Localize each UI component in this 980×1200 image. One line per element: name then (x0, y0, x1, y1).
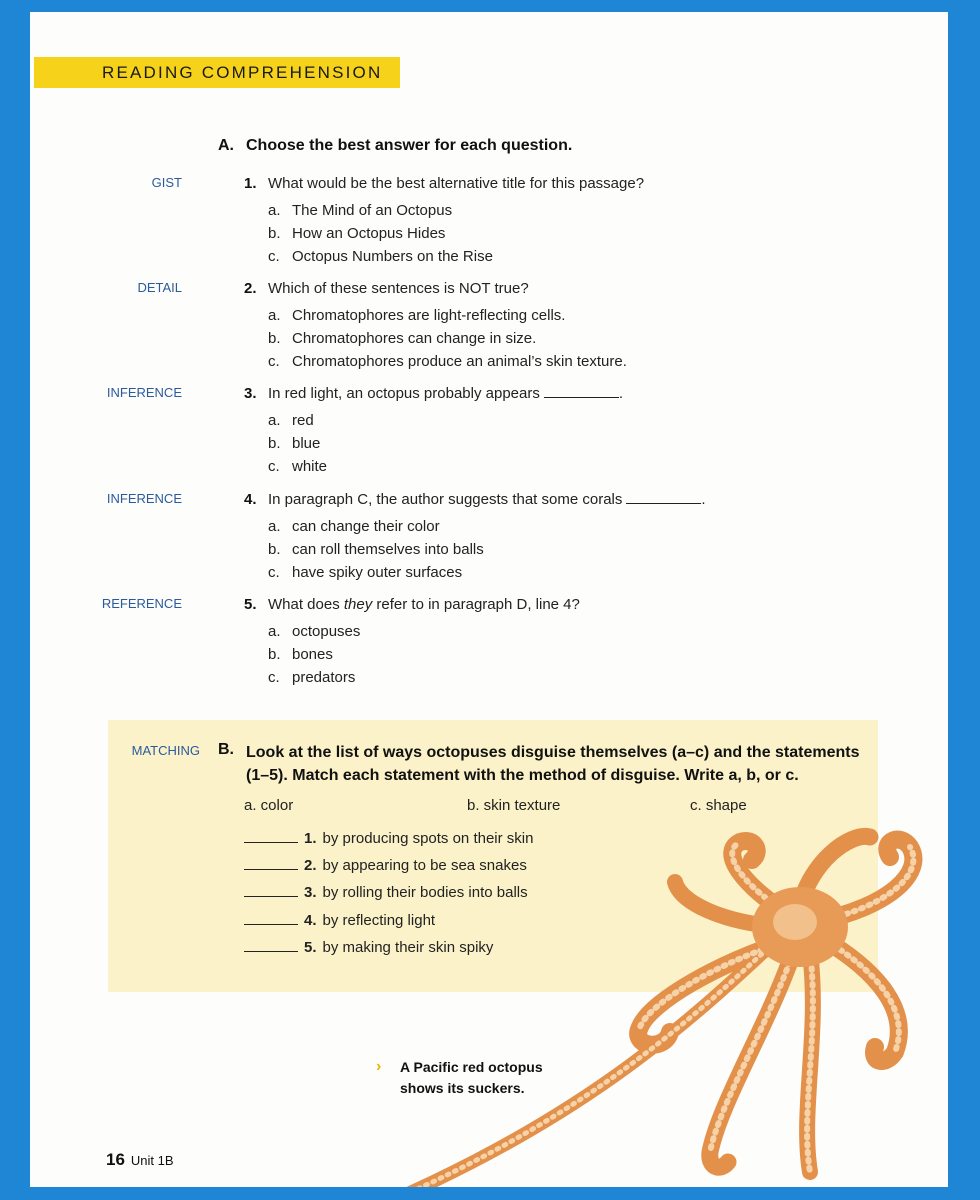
question-text: In paragraph C, the author suggests that some corals . (268, 491, 706, 508)
answer-option[interactable] (268, 330, 536, 347)
option-text: white (292, 458, 328, 475)
question-tag: GIST (151, 175, 182, 190)
statement-text: by producing spots on their skin (322, 830, 534, 847)
question-text (268, 596, 580, 613)
option-text: Octopus Numbers on the Rise (292, 248, 493, 265)
option-text: Chromatophores are light-reflecting cells. (292, 307, 566, 324)
question-tag: INFERENCE (106, 385, 182, 400)
answer-option[interactable] (268, 541, 484, 558)
question-text-body: In paragraph C, the author suggests that some corals (268, 491, 623, 508)
answer-option[interactable] (268, 458, 327, 475)
answer-option[interactable] (268, 353, 627, 370)
answer-option[interactable] (268, 646, 333, 663)
section-b-tag: MATCHING (131, 743, 200, 758)
answer-blank[interactable] (544, 385, 619, 398)
option-letter: b. (268, 330, 281, 347)
answer-option[interactable] (268, 518, 440, 535)
option-text: blue (292, 435, 321, 452)
statement-text: by rolling their bodies into balls (322, 884, 528, 901)
option-letter: c. (268, 669, 280, 686)
question-number: 2. (244, 280, 257, 297)
question-tag: REFERENCE (101, 596, 182, 611)
answer-blank[interactable] (244, 939, 298, 952)
option-letter: a. (268, 412, 281, 429)
statement-text: by making their skin spiky (322, 939, 494, 956)
answer-option[interactable] (268, 412, 314, 429)
disguise-choice: b. skin texture (467, 797, 561, 814)
option-text: Chromatophores produce an animal’s skin texture. (292, 353, 627, 370)
question-tag: DETAIL (137, 280, 182, 295)
option-letter: a. (268, 518, 281, 535)
option-text: How an Octopus Hides (292, 225, 446, 242)
question-text-body: In red light, an octopus probably appears (268, 385, 540, 402)
section-banner-title: READING COMPREHENSION (102, 63, 383, 82)
option-text: bones (292, 646, 333, 663)
option-text: have spiky outer surfaces (292, 564, 463, 581)
answer-blank[interactable] (244, 830, 298, 843)
statement-number: 4. (304, 912, 317, 929)
statement-number: 3. (304, 884, 317, 901)
answer-blank[interactable] (244, 884, 298, 897)
option-letter: b. (268, 541, 281, 558)
question-text-emphasis: they (343, 596, 373, 613)
answer-option[interactable] (268, 307, 565, 324)
question-text: What would be the best alternative title for this passage? (268, 175, 645, 192)
question-number: 4. (244, 491, 257, 508)
octopus-photo (390, 812, 948, 1187)
option-letter: a. (268, 202, 281, 219)
question-tag: INFERENCE (106, 491, 182, 506)
question-text: In red light, an octopus probably appears . (268, 385, 624, 402)
statement-text: by reflecting light (322, 912, 436, 929)
page-footer (106, 1150, 174, 1170)
disguise-choice: a. color (244, 797, 294, 814)
statement-text: by appearing to be sea snakes (322, 857, 527, 874)
option-letter: a. (268, 307, 281, 324)
page-number: 16 (106, 1150, 125, 1169)
unit-label: Unit 1B (130, 1153, 174, 1168)
option-letter: b. (268, 646, 281, 663)
section-a-instruction (218, 137, 572, 155)
question-text-pre: What does (268, 596, 344, 613)
option-letter: b. (268, 435, 281, 452)
question-number: 3. (244, 385, 257, 402)
answer-blank[interactable] (626, 491, 701, 504)
option-text: predators (292, 669, 356, 686)
question-text-post: refer to in paragraph D, line 4? (372, 596, 580, 613)
answer-blank[interactable] (244, 912, 298, 925)
question-number: 5. (244, 596, 257, 613)
answer-option[interactable] (268, 202, 452, 219)
answer-option[interactable] (268, 669, 355, 686)
section-b-instruction: Look at the list of ways octopuses disguise themselves (a–c) and the statements (1–5). Match each statement with the method of disguise. Write a, b, or c. (246, 744, 860, 784)
statement-number: 2. (304, 857, 317, 874)
textbook-page (30, 12, 948, 1187)
option-text: Chromatophores can change in size. (292, 330, 537, 347)
disguise-choice: c. shape (690, 797, 747, 814)
option-letter: a. (268, 623, 281, 640)
caption-line: shows its suckers. (400, 1080, 525, 1096)
statement-number: 5. (304, 939, 317, 956)
option-text: can change their color (292, 518, 440, 535)
option-text: red (292, 412, 314, 429)
statement-number: 1. (304, 830, 317, 847)
option-text: The Mind of an Octopus (292, 202, 453, 219)
option-letter: c. (268, 248, 280, 265)
answer-option[interactable] (268, 225, 445, 242)
option-letter: c. (268, 458, 280, 475)
answer-option[interactable] (268, 248, 493, 265)
answer-option[interactable] (268, 435, 320, 452)
section-a-letter: A. (218, 137, 234, 154)
section-b-letter: B. (218, 741, 234, 758)
section-a-text: Choose the best answer for each question. (246, 137, 573, 154)
option-letter: c. (268, 353, 280, 370)
option-text: can roll themselves into balls (292, 541, 484, 558)
question-number: 1. (244, 175, 257, 192)
answer-option[interactable] (268, 564, 462, 581)
caption-arrow-icon: › (376, 1058, 382, 1075)
option-letter: b. (268, 225, 281, 242)
option-letter: c. (268, 564, 280, 581)
option-text: octopuses (292, 623, 361, 640)
answer-option[interactable] (268, 623, 360, 640)
answer-blank[interactable] (244, 857, 298, 870)
caption-line: A Pacific red octopus (400, 1059, 543, 1075)
photo-caption (400, 1057, 543, 1099)
question-text: Which of these sentences is NOT true? (268, 280, 529, 297)
